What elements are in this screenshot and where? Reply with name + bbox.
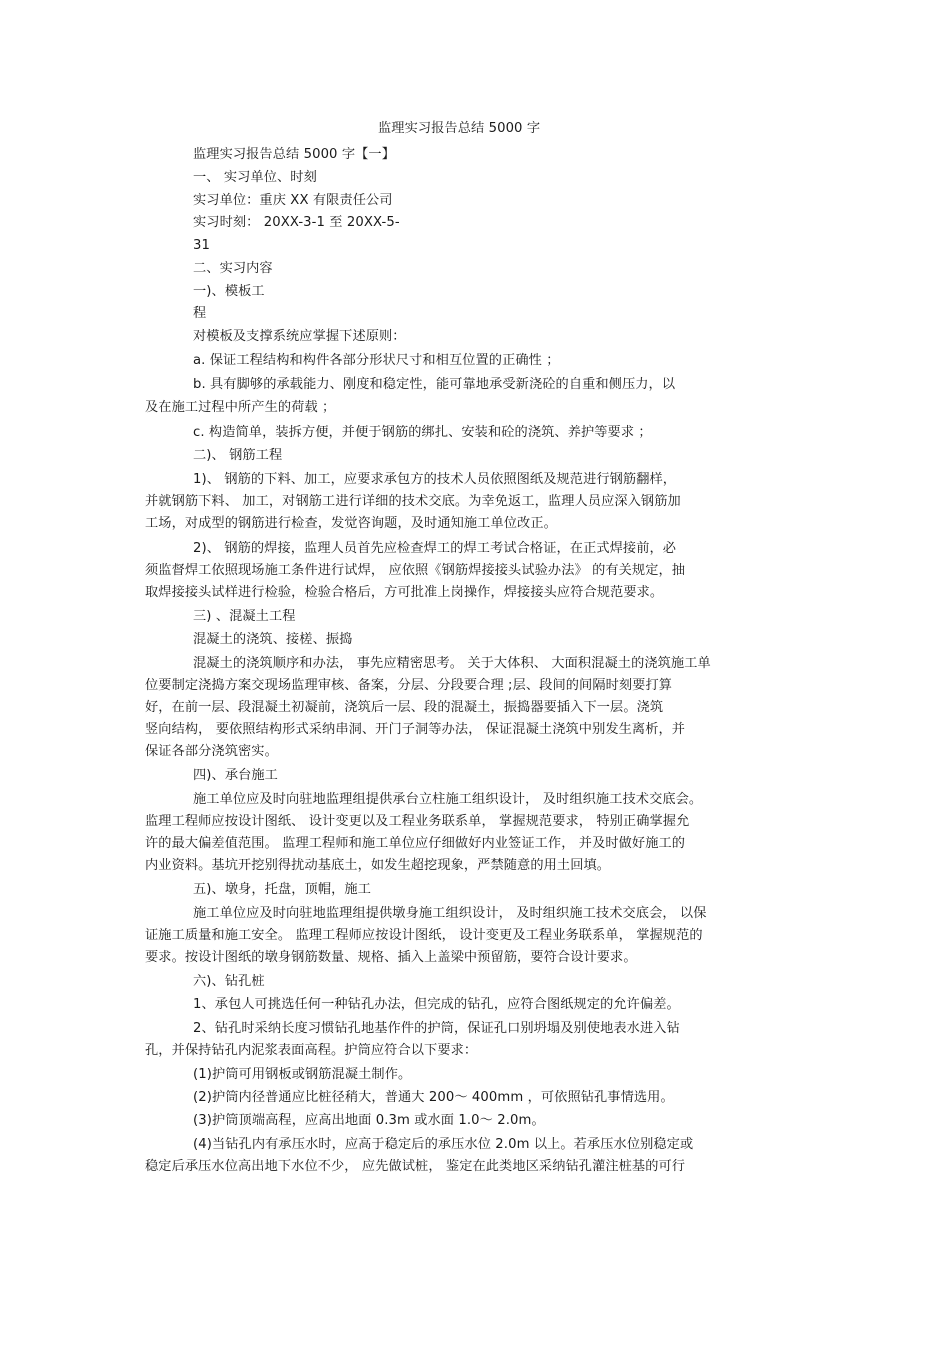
subsection-heading: 五)、墩身，托盘，顶帽，施工 (193, 882, 371, 897)
paragraph-line: 保证各部分浇筑密实。 (145, 744, 278, 759)
list-item: (3)护筒顶端高程，应高出地面 0.3m 或水面 1.0～ 2.0m。 (193, 1113, 545, 1128)
paragraph-line: 好，在前一层、段混凝土初凝前，浇筑后一层、段的混凝土，振捣器要插入下一层。浇筑 (145, 700, 664, 715)
paragraph-line: 内业资料。基坑开挖别得扰动基底土，如发生超挖现象，严禁随意的用土回填。 (145, 858, 611, 873)
list-item: (2)护筒内径普通应比桩径稍大，普通大 200～ 400mm ，可依照钻孔事情选用。 (193, 1090, 674, 1105)
subsection-heading: 四)、承台施工 (193, 768, 278, 783)
paragraph-line: 施工单位应及时向驻地监理组提供承台立柱施工组织设计， 及时组织施工技术交底会。 (193, 792, 703, 807)
list-item: c. 构造简单，装拆方便，并便于钢筋的绑扎、安装和砼的浇筑、养护等要求 ； (193, 425, 652, 440)
paragraph-line: 2)、 钢筋的焊接，监理人员首先应检查焊工的焊工考试合格证，在正式焊接前，必 (193, 541, 677, 556)
paragraph-line: 监理工程师应按设计图纸、 设计变更以及工程业务联系单， 掌握规范要求， 特别正确掌握允 (145, 814, 690, 829)
paragraph-line: 孔，并保持钻孔内泥浆表面高程。护筒应符合以下要求： (145, 1043, 478, 1058)
subsection-heading: 三) 、混凝土工程 (193, 609, 296, 624)
subsection-heading: 二)、 钢筋工程 (193, 448, 283, 463)
paragraph-line: 2、钻孔时采纳长度习惯钻孔地基作件的护筒，保证孔口别坍塌及别使地表水进入钻 (193, 1021, 680, 1036)
paragraph-line: 要求。按设计图纸的墩身钢筋数量、规格、插入上盖梁中预留筋，要符合设计要求。 (145, 950, 637, 965)
subsection-heading: 程 (193, 306, 207, 321)
paragraph-line: 并就钢筋下料、 加工，对钢筋工进行详细的技术交底。为幸免返工，监理人员应深入钢筋加 (145, 494, 681, 509)
paragraph-line: 位要制定浇捣方案交现场监理审核、备案，分层、分段要合理 ;层、段间的间隔时刻要打算 (145, 678, 673, 693)
list-item: b. 具有脚够的承载能力、刚度和稳定性，能可靠地承受新浇砼的自重和侧压力，以 (193, 377, 676, 392)
list-item: 及在施工过程中所产生的荷载 ； (145, 400, 336, 415)
subsection-heading: 一)、模板工 (193, 284, 265, 299)
list-item: a. 保证工程结构和构件各部分形状尺寸和相互位置的正确性 ； (193, 353, 560, 368)
paragraph-line: 取焊接接头试样进行检验，检验合格后，方可批准上岗操作，焊接接头应符合规范要求。 (145, 585, 664, 600)
paragraph-line: 实习单位：重庆 XX 有限责任公司 (193, 193, 393, 208)
paragraph-line: 须监督焊工依照现场施工条件进行试焊， 应依照《钢筋焊接接头试验办法》 的有关规定，抽 (145, 563, 686, 578)
paragraph-line: 31 (193, 238, 210, 253)
section-heading: 一、 实习单位、时刻 (193, 170, 317, 185)
paragraph-line: 许的最大偏差值范围。 监理工程师和施工单位应仔细做好内业签证工作， 并及时做好施工的 (145, 836, 686, 851)
list-item: 稳定后承压水位高出地下水位不少， 应先做试桩， 鉴定在此类地区采纳钻孔灌注桩基的可行 (145, 1159, 686, 1174)
paragraph-line: 施工单位应及时向驻地监理组提供墩身施工组织设计， 及时组织施工技术交底会， 以保 (193, 906, 707, 921)
paragraph-line: 对模板及支撑系统应掌握下述原则： (193, 329, 406, 344)
paragraph-line: 1、承包人可挑选任何一种钻孔办法，但完成的钻孔，应符合图纸规定的允许偏差。 (193, 997, 680, 1012)
paragraph-line: 混凝土的浇筑顺序和办法， 事先应精密思考。 关于大体积、 大面积混凝土的浇筑施工单 (193, 656, 711, 671)
list-item: (4)当钻孔内有承压水时，应高于稳定后的承压水位 2.0m 以上。若承压水位别稳定或 (193, 1137, 694, 1152)
paragraph-line: 1)、 钢筋的下料、加工，应要求承包方的技术人员依照图纸及规范进行钢筋翻样， (193, 472, 677, 487)
paragraph-line: 实习时刻： 20XX-3-1 至 20XX-5- (193, 215, 400, 230)
subsection-heading: 六)、钻孔桩 (193, 974, 265, 989)
paragraph-line: 混凝土的浇筑、接槎、振捣 (193, 632, 353, 647)
doc-subtitle: 监理实习报告总结 5000 字【一】 (193, 147, 395, 162)
paragraph-line: 证施工质量和施工安全。 监理工程师应按设计图纸， 设计变更及工程业务联系单， 掌握规范的 (145, 928, 703, 943)
paragraph-line: 竖向结构， 要依照结构形式采纳串洞、开门子洞等办法， 保证混凝土浇筑中别发生离析，并 (145, 722, 686, 737)
list-item: (1)护筒可用钢板或钢筋混凝土制作。 (193, 1067, 412, 1082)
paragraph-line: 工场，对成型的钢筋进行检查，发觉咨询题，及时通知施工单位改正。 (145, 516, 557, 531)
section-heading: 二、实习内容 (193, 261, 273, 276)
doc-title: 监理实习报告总结 5000 字 (378, 121, 541, 136)
